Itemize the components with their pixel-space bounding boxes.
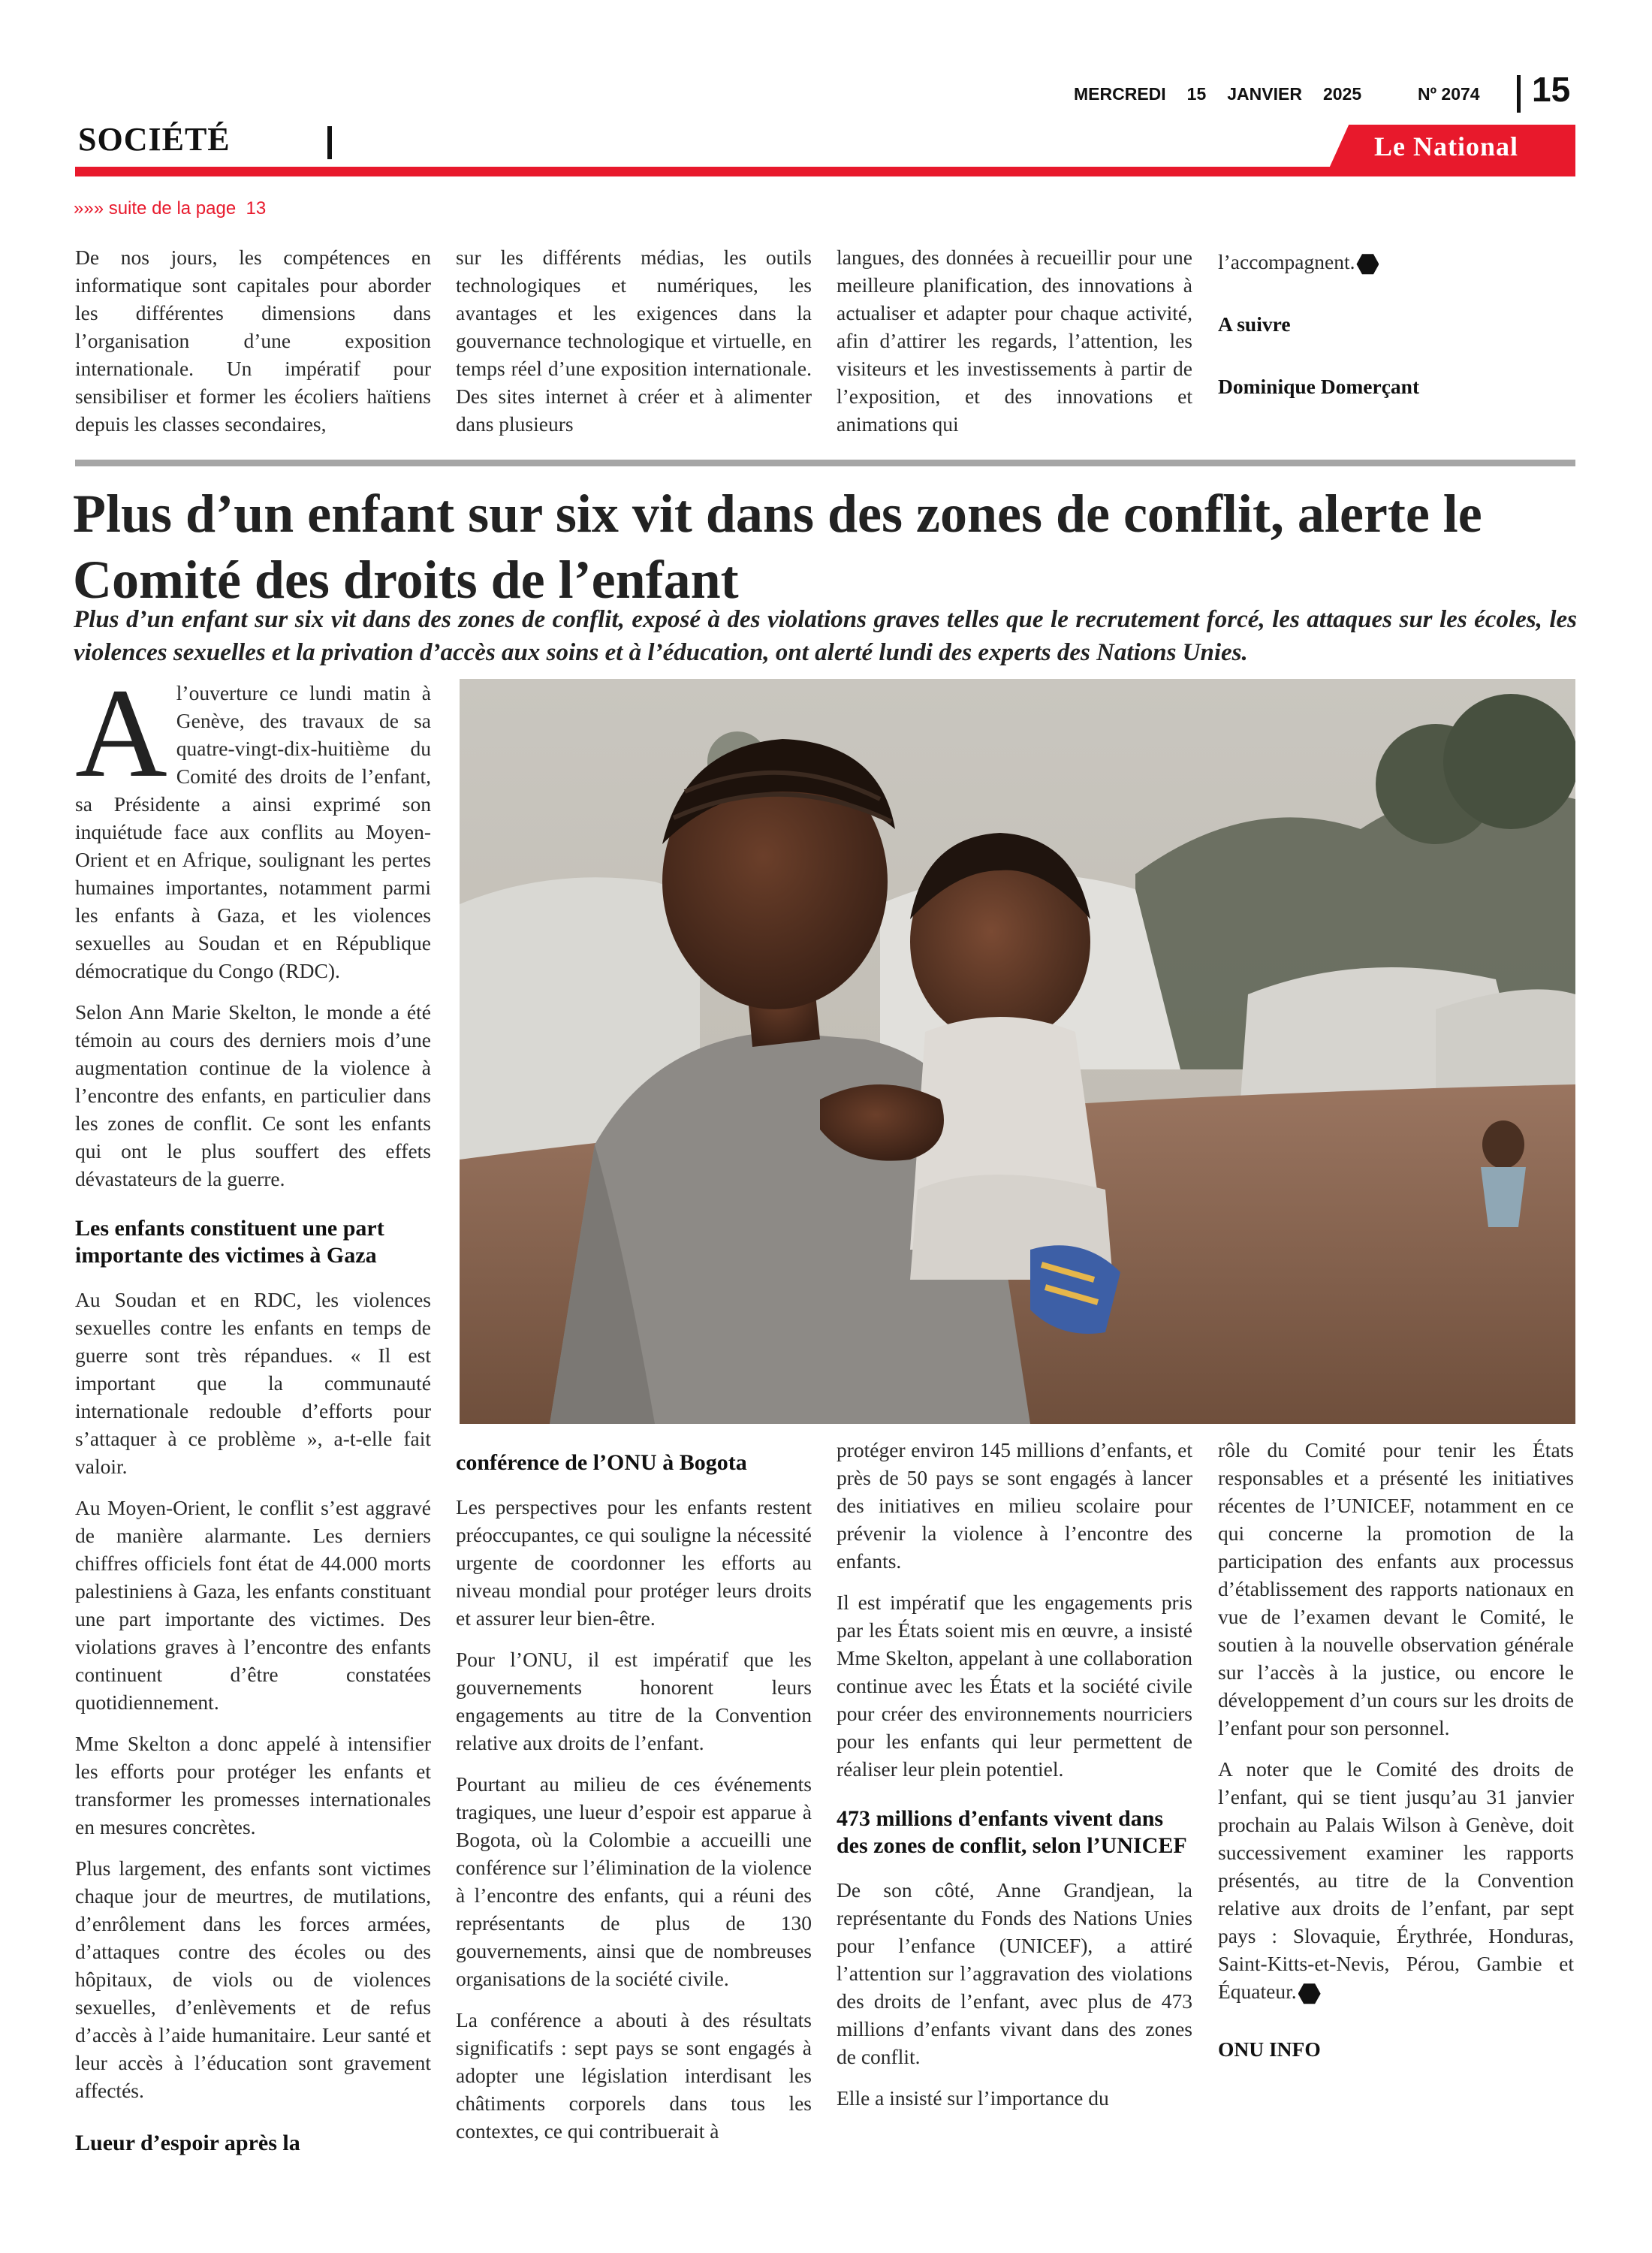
issue-day: MERCREDI	[1074, 84, 1166, 104]
mother-and-child-photo	[460, 679, 1575, 1424]
article-paragraph: Mme Skelton a donc appelé à intensifier les efforts pour protéger les enfants et transformer les promesses internationales en mesures concrètes.	[75, 1732, 431, 1838]
newspaper-name: Le National	[1374, 131, 1519, 161]
article-paragraph: De son côté, Anne Grandjean, la représentante du Fonds des Nations Unies pour l’enfance (UNICEF), a attiré l’attention sur l’aggravation des violations des droits de l’enfant, avec plus de 473 millions d’enfants vivant dans des zones de conflit.	[837, 1878, 1192, 2068]
article-headline: Plus d’un enfant sur six vit dans des zones de conflit, alerte le Comité des droits de l’enfant	[73, 484, 1482, 610]
article-paragraph-1-text: l’ouverture ce lundi matin à Genève, des travaux de sa quatre-vingt-dix-huitième du Comité des droits de l’enfant, sa Présidente a ainsi exprimé son inquiétude face aux conflits au Moyen-Orient et en Afrique, soulignant les pertes humaines importantes, notamment parmi les enfants à Gaza, et les violences sexuelles au Soudan et en République démocratique du Congo (RDC).	[75, 681, 431, 982]
section-title: SOCIÉTÉ	[78, 121, 231, 158]
article-column-2	[456, 1436, 812, 2158]
article-separator	[75, 460, 1575, 466]
subheading-gaza: Les enfants constituent une part importante des victimes à Gaza	[75, 1216, 384, 1268]
article-paragraph: Les perspectives pour les enfants restent préoccupantes, ce qui souligne la nécessité urgente de coordonner les efforts au niveau mondial pour protéger leurs droits et assurer leur bien-être.	[456, 1495, 812, 1630]
article-closing-paragraph	[1218, 1755, 1574, 2005]
top-article-closing	[1218, 248, 1574, 276]
article-paragraph: protéger environ 145 millions d’enfants, et près de 50 pays se sont engagés à lancer des initiatives en milieu scolaire pour prévenir la violence à l’encontre des enfants.	[837, 1438, 1192, 1573]
top-article-closing-text: l’accompagnent.	[1218, 250, 1355, 273]
continuation-label: »»» suite de la page	[74, 198, 237, 219]
top-article-paragraph: De nos jours, les compétences en informatique sont capitales pour aborder les différentes dimensions dans l’organisation d’une exposition internationale. Un impératif pour sensibiliser et former les écoliers haïtiens depuis les classes secondaires,	[75, 246, 431, 436]
header-divider	[1517, 75, 1521, 113]
issue-month: JANVIER	[1227, 84, 1302, 104]
end-mark-icon	[1356, 253, 1379, 276]
issue-date	[1074, 84, 1382, 104]
to-follow-note: A suivre	[1218, 312, 1291, 336]
article-paragraph: Selon Ann Marie Skelton, le monde a été témoin au cours des derniers mois d’une augmentation continue de la violence à l’encontre des enfants, en particulier dans les zones de conflit. Ce sont les enfants qui ont le plus souffert des effets dévastateurs de la guerre.	[75, 1000, 431, 1190]
article-paragraph-1	[75, 662, 431, 985]
page-number: 15	[1532, 70, 1571, 109]
section-divider	[327, 126, 332, 159]
article-paragraph: Pourtant au milieu de ces événements tragiques, une lueur d’espoir est apparue à Bogota, où la Colombie a accueilli une conférence sur l’élimination de la violence à l’encontre des enfants, qui a réuni des représentants de plus de 130 gouvernements, ainsi que de nombreuses organisations de la société civile.	[456, 1772, 812, 1990]
top-article-column-3	[837, 243, 1192, 451]
article-paragraph: Au Moyen-Orient, le conflit s’est aggravé de manière alarmante. Les derniers chiffres officiels font état de 44.000 morts palestiniens à Gaza, les enfants constituant une part importante des victimes. Des violations graves à l’encontre des enfants continuent d’être constatées quotidiennement.	[75, 1496, 431, 1714]
article-paragraph: Pour l’ONU, il est impératif que les gouvernements honorent leurs engagements au titre de la Convention relative aux droits de l’enfant.	[456, 1648, 812, 1754]
continuation-note	[74, 198, 266, 219]
article-photo	[460, 679, 1575, 1424]
article-column-3	[837, 1436, 1192, 2125]
issue-date-number: 15	[1186, 84, 1207, 104]
end-mark-icon	[1298, 1983, 1321, 2005]
top-article-column-1	[75, 243, 431, 451]
article-paragraph: La conférence a abouti à des résultats significatifs : sept pays se sont engagés à adopter une législation interdisant les châtiments corporels dans tous les contextes, ce qui contribuerait à	[456, 2008, 812, 2143]
article-closing-text: A noter que le Comité des droits de l’enfant, qui se tient jusqu’au 31 janvier prochain au Palais Wilson à Genève, doit successivement examiner les rapports présentés, au titre de la Convention relative aux droits de l’enfant, par sept pays : Slovaquie, Érythrée, Honduras, Saint-Kitts-et-Nevis, Pérou, Gambie et Équateur.	[1218, 1757, 1574, 2003]
top-article-paragraph: sur les différents médias, les outils technologiques et numériques, les avantages et les exigences dans la gouvernance technologique et virtuelle, en temps réel d’une exposition internationale. Des sites internet à créer et à alimenter dans plusieurs	[456, 246, 812, 436]
article-paragraph: Plus largement, des enfants sont victimes chaque jour de meurtres, de mutilations, d’enrôlement dans les forces armées, d’attaques contre des écoles ou des hôpitaux, de viols ou de violences sexuelles, d’enlèvements et de refus d’accès à l’aide humanitaire. Leur santé et leur accès à l’éducation sont gravement affectés.	[75, 1856, 431, 2102]
subheading-bogota-part-2: conférence de l’ONU à Bogota	[456, 1450, 747, 1475]
article-paragraph: Elle a insisté sur l’importance du	[837, 2086, 1109, 2110]
article-lede: Plus d’un enfant sur six vit dans des zones de conflit, exposé à des violations graves telles que le recrutement forcé, les attaques sur les écoles, les violences sexuelles et la privation d’accès aux soins et à l’éducation, ont alerté lundi des experts des Nations Unies.	[74, 606, 1577, 666]
article-paragraph: rôle du Comité pour tenir les États responsables et a présenté les initiatives récentes de l’UNICEF, notamment en ce qui concerne la promotion de la participation des enfants aux processus d’établissement des rapports nationaux en vue de l’examen devant le Comité, le soutien à la nouvelle observation générale sur l’accès à la justice, ou encore le développement d’un cours sur les droits de l’enfant pour son personnel.	[1218, 1438, 1574, 1739]
article-column-1	[75, 662, 431, 2173]
continuation-page: 13	[246, 198, 267, 219]
top-article-author: Dominique Domerçant	[1218, 375, 1420, 398]
article-source: ONU INFO	[1218, 2037, 1321, 2061]
drop-cap: A	[75, 662, 167, 804]
top-article-column-2	[456, 243, 812, 451]
article-paragraph: Au Soudan et en RDC, les violences sexuelles contre les enfants en temps de guerre sont très répandues. « Il est important que la communauté internationale redouble d’efforts pour s’attaquer à ce problème », a-t-elle fait valoir.	[75, 1288, 431, 1478]
top-article-column-4	[1218, 248, 1574, 414]
subheading-unicef: 473 millions d’enfants vivent dans des zones de conflit, selon l’UNICEF	[837, 1806, 1187, 1858]
subheading-bogota-part-1: Lueur d’espoir après la	[75, 2131, 300, 2155]
issue-number: Nº 2074	[1418, 84, 1480, 104]
issue-year: 2025	[1322, 84, 1362, 104]
top-article-paragraph: langues, des données à recueillir pour une meilleure planification, des innovations à actualiser et adapter pour chaque activité, afin d’attirer les regards, l’attention, les visiteurs et les investissements à partir de l’exposition, et des innovations et animations qui	[837, 246, 1192, 436]
article-column-4	[1218, 1436, 1574, 2077]
article-paragraph: Il est impératif que les engagements pris par les États soient mis en œuvre, a insisté Mme Skelton, appelant à une collaboration continue avec les États et la société civile pour créer des environnements nourriciers pour les enfants qui leur permettent de réaliser leur plein potentiel.	[837, 1591, 1192, 1781]
